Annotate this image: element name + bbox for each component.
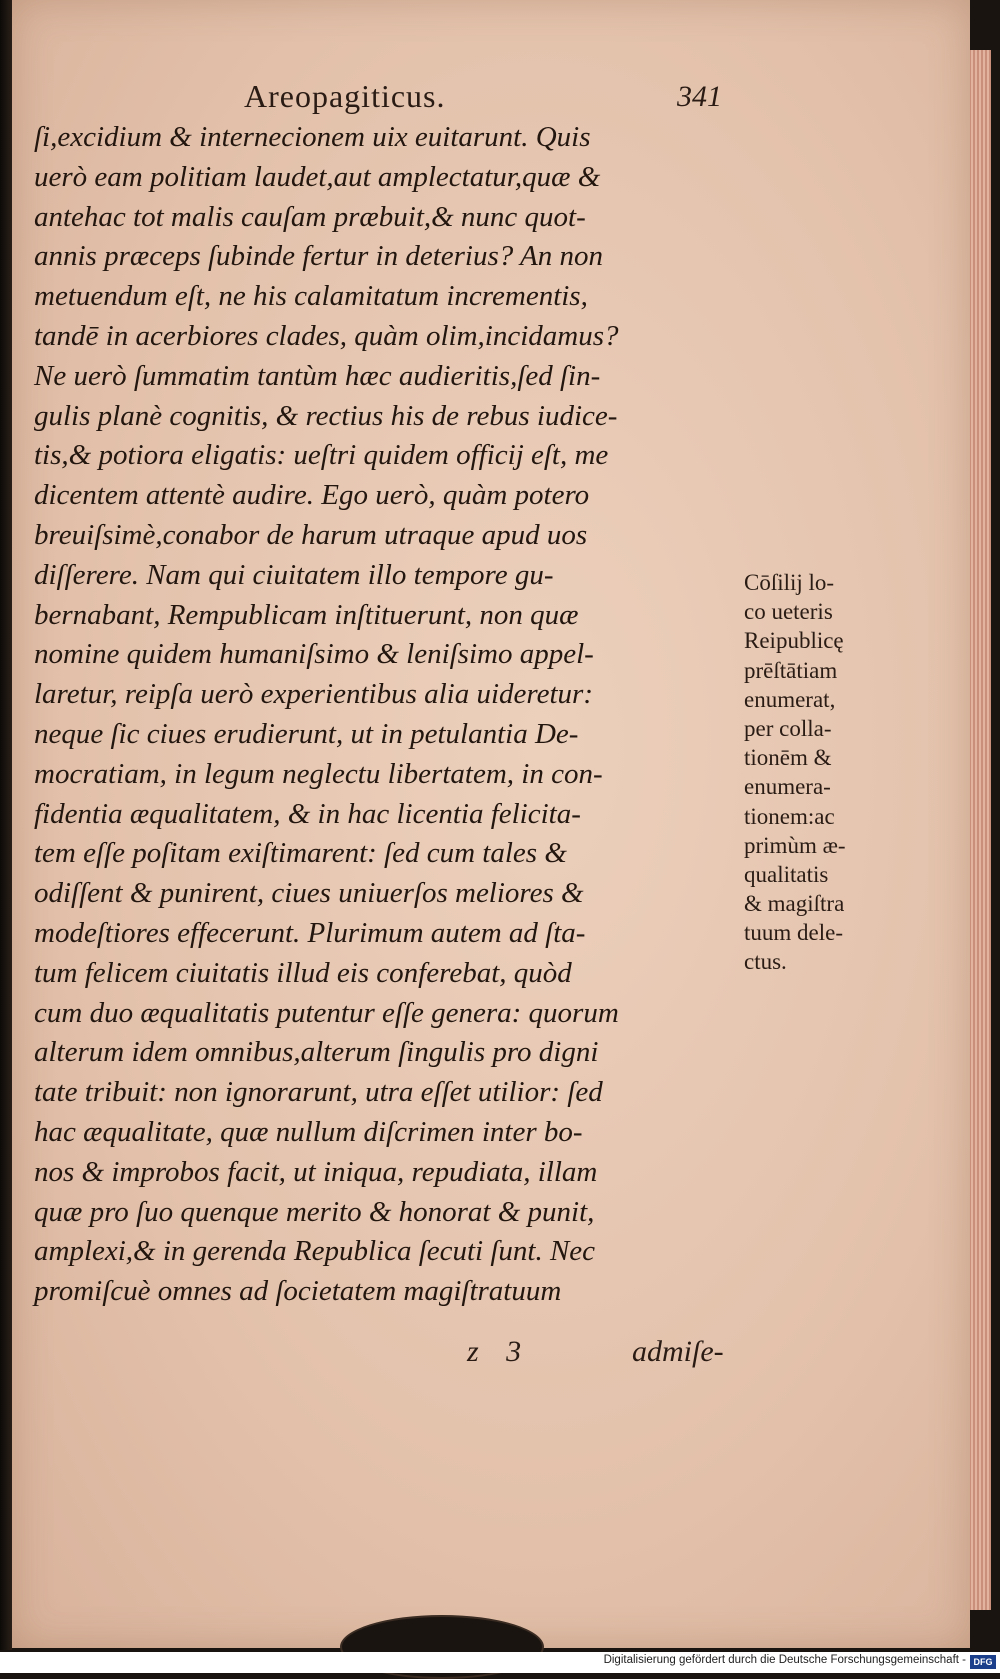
note-line: & magiſtra (744, 891, 845, 917)
credit-text: Digitalisierung gefördert durch die Deutsche Forschungsgemeinschaft - (603, 1654, 966, 1666)
text-line: hac æqualitate, quæ nullum diſcrimen inter bo- (34, 1115, 583, 1148)
text-line: annis præceps ſubinde fertur in deterius? An non (34, 240, 603, 273)
text-line: nomine quidem humaniſsimo & leniſsimo appel- (34, 638, 594, 671)
text-line: odiſſent & punirent, ciues uniuerſos meliores & (34, 877, 584, 910)
note-line: enumerat, (744, 686, 836, 712)
text-line: tate tribuit: non ignorarunt, utra eſſet utilior: ſed (34, 1076, 603, 1109)
text-line: amplexi,& in gerenda Republica ſecuti ſunt. Nec (34, 1235, 596, 1268)
body-text (34, 118, 734, 1312)
page-header (12, 78, 970, 118)
note-line: enumera- (744, 774, 831, 800)
note-line: primùm æ- (744, 832, 846, 858)
text-line: nos & improbos facit, ut iniqua, repudiata, illam (34, 1155, 598, 1188)
text-line: tis,& potiora eligatis: ueſtri quidem officij eſt, me (34, 439, 609, 472)
marginal-note (744, 568, 874, 977)
note-line: per colla- (744, 715, 832, 741)
text-line: alterum idem omnibus,alterum ſingulis pro digni (34, 1036, 599, 1069)
dfg-logo-icon: DFG (970, 1655, 996, 1669)
book-gutter (0, 0, 12, 1650)
text-line: promiſcuè omnes ad ſocietatem magiſtratuum (34, 1275, 562, 1308)
text-line: tum felicem ciuitatis illud eis conferebat, quòd (34, 956, 572, 989)
text-line: mocratiam, in legum neglectu libertatem, in con- (34, 757, 603, 790)
book-page (12, 0, 970, 1648)
text-line: bernabant, Rempublicam inſtituerunt, non quæ (34, 598, 579, 631)
text-line: laretur, reipſa uerò experientibus alia uideretur: (34, 678, 593, 711)
text-line: diſſerere. Nam qui ciuitatem illo tempore gu- (34, 558, 554, 591)
text-line: Ne uerò ſummatim tantùm hæc audieritis,ſed ſin- (34, 359, 601, 392)
text-line: cum duo æqualitatis putentur eſſe genera: quorum (34, 996, 619, 1029)
text-line: gulis planè cognitis, & rectius his de rebus iudice- (34, 399, 618, 432)
text-line: modeſtiores effecerunt. Plurimum autem ad ſta- (34, 916, 586, 949)
text-line: ſi,excidium & internecionem uix euitarunt. Quis (34, 121, 591, 153)
note-line: co ueteris (744, 599, 833, 625)
note-line: tionēm & (744, 745, 832, 771)
text-line: breuiſsimè,conabor de harum utraque apud uos (34, 518, 588, 551)
note-line: Cōſilij lo- (744, 570, 835, 595)
note-line: Reipublicę (744, 628, 844, 654)
text-line: antehac tot malis cauſam præbuit,& nunc quot- (34, 200, 586, 233)
note-line: ctus. (744, 949, 787, 975)
text-line: tandē in acerbiores clades, quàm olim,incidamus? (34, 319, 619, 352)
note-line: tuum dele- (744, 920, 843, 946)
signature-mark: z 3 (467, 1335, 522, 1368)
page-footer (12, 1335, 970, 1375)
text-line: metuendum eſt, ne his calamitatum incrementis, (34, 280, 588, 313)
text-line: uerò eam politiam laudet,aut amplectatur,quæ & (34, 160, 601, 193)
text-line: quæ pro ſuo quenque merito & honorat & punit, (34, 1195, 595, 1228)
catchword: admiſe- (632, 1335, 724, 1368)
page-number: 341 (677, 80, 722, 113)
credit-bar (0, 1652, 1000, 1673)
text-line: neque ſic ciues erudierunt, ut in petulantia De- (34, 717, 579, 750)
note-line: qualitatis (744, 861, 829, 887)
text-line: fidentia æqualitatem, & in hac licentia felicita- (34, 797, 581, 830)
running-title: Areopagiticus. (244, 78, 446, 114)
note-line: tionem:ac (744, 803, 835, 829)
text-line: tem eſſe poſitam exiſtimarent: ſed cum tales & (34, 837, 567, 870)
note-line: prēſtātiam (744, 657, 838, 683)
text-line: dicentem attentè audire. Ego uerò, quàm potero (34, 479, 590, 512)
